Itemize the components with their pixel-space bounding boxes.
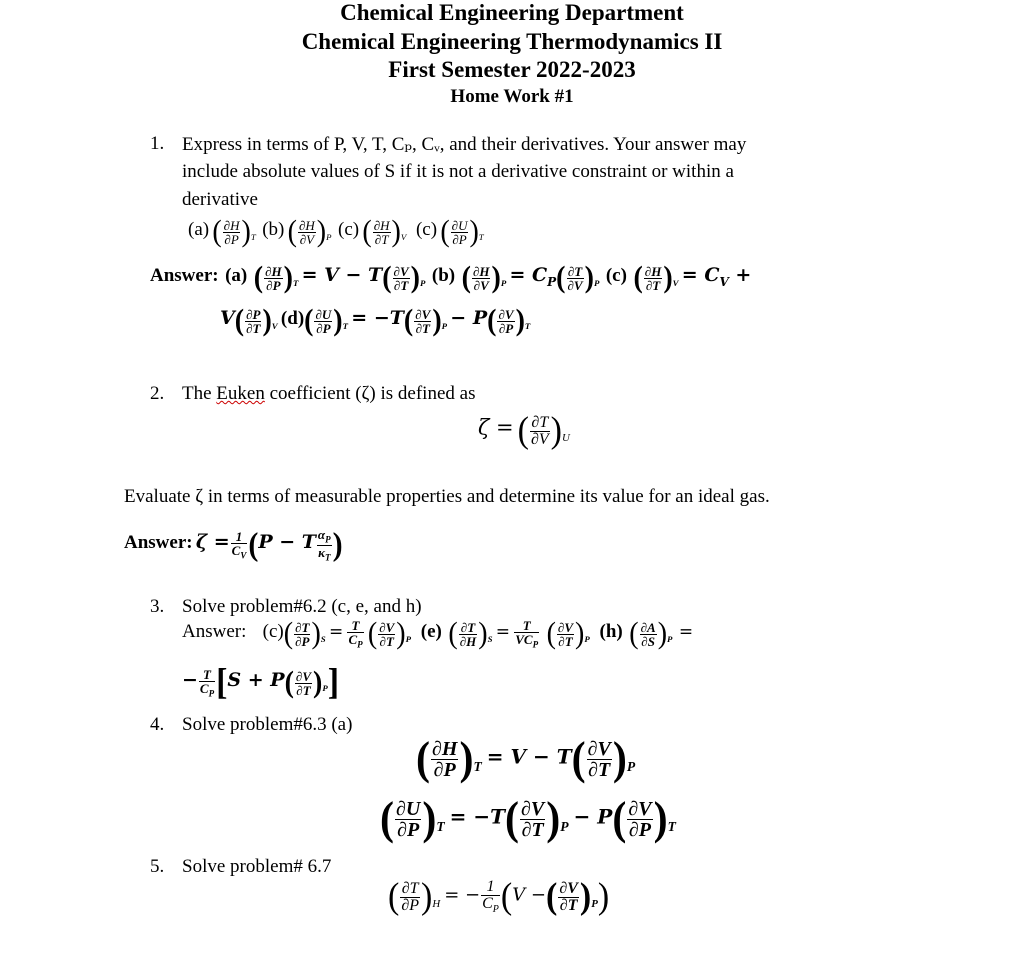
q1-part-b-label: (b) bbox=[262, 218, 285, 240]
q1-answer-d-label: (d) bbox=[280, 307, 305, 329]
q2-answer-label: Answer: bbox=[124, 532, 193, 554]
q1-answer-b-expr: ( $\frac{\partial H}{\partial V}$ )$_P$ bbox=[461, 260, 507, 295]
department-title: Chemical Engineering Department bbox=[340, 0, 684, 25]
q1-part-a-label: (a) bbox=[188, 218, 210, 240]
q2-number: 2. bbox=[150, 383, 165, 404]
q1-part-c-expr: ( $\frac{\partial H}{\partial T}$ )$_V$ bbox=[362, 214, 407, 249]
q4-text: Solve problem#6.3 (a) bbox=[182, 714, 353, 735]
q5-equation: ( $\frac{\partial T}{\partial P}$ )$_H$ = − $\frac{1}{C_P}$ (V −( $\frac{\partial V}{\partial T}$ )$_P$) bbox=[388, 876, 610, 917]
q1-number: 1. bbox=[150, 133, 165, 154]
q1-parts-row bbox=[188, 216, 484, 248]
q1-part-d-label: (c) bbox=[415, 218, 438, 240]
q3-answer-label: Answer: bbox=[182, 620, 247, 642]
homework-title: Home Work #1 bbox=[450, 86, 574, 107]
q1-answer-line1: Answer: (a) ( $\frac{\partial H}{\partial P}$ )$_T = V - T$( $\frac{\partial V}{\partial T}$ )$_P$ (b) ( $\frac{\partial H}{\partial V}$ )$_P = C_P$( $\frac{\partial T}{\partial V}$ )$_P$ (c) ( $\frac{\partial H}{\partial T}$ )$_V = C_V$ + bbox=[150, 260, 752, 295]
q1-part-d-expr: ( $\frac{\partial U}{\partial P}$ )$_T$ bbox=[440, 214, 484, 249]
q1-text-line3: derivative bbox=[182, 189, 258, 210]
q3-text: Solve problem#6.2 (c, e, and h) bbox=[182, 596, 422, 617]
q3-answer-line2: − $\frac{T}{C_P}$ [S + P( $\frac{\partial V}{\partial T}$ )$_P$] bbox=[182, 662, 340, 703]
q1-answer-line2: V( $\frac{\partial P}{\partial T}$ )$_V$ (d)( $\frac{\partial U}{\partial P}$ )$_T = -T$( $\frac{\partial V}{\partial T}$ )$_P - P$( $\frac{\partial V}{\partial P}$ )$_T$ bbox=[220, 303, 531, 338]
q2-text-word: Euken bbox=[216, 383, 265, 404]
q1-answer-a-expr: ( $\frac{\partial H}{\partial P}$ )$_T$ bbox=[253, 260, 299, 295]
q1-part-a-expr: ( $\frac{\partial H}{\partial P}$ )$_T$ bbox=[212, 214, 256, 249]
q1-answer-label: Answer: bbox=[150, 264, 219, 286]
q4-number: 4. bbox=[150, 714, 165, 735]
q1-answer-a-label: (a) bbox=[225, 264, 248, 286]
q5-number: 5. bbox=[150, 856, 165, 877]
q1-answer-b-label: (b) bbox=[431, 264, 456, 286]
semester-title: First Semester 2022-2023 bbox=[388, 57, 636, 82]
q4-equation1: ( $\frac{\partial H}{\partial P}$ )$_T = V - T$( $\frac{\partial V}{\partial T}$ )$_P$ bbox=[416, 733, 636, 785]
course-title: Chemical Engineering Thermodynamics II bbox=[301, 29, 723, 54]
q3-answer-line1: Answer: (c)( $\frac{\partial T}{\partial P}$ )$_S$ = $\frac{T}{C_P}$ ( $\frac{\partial V}{\partial T}$ )$_P$ (e) ( $\frac{\partial T}{\partial H}$ )$_S$ = $\frac{T}{VC_P}$ ( $\frac{\partial V}{\partial T}$ )$_P$ (h) ( $\frac{\partial A}{\partial S}$ )$_P$ = bbox=[182, 616, 694, 651]
q2-answer: Answer: ζ = $\frac{1}{C_V}$ (P − T $\frac{\alpha_P}{\kappa_T}$ ) bbox=[124, 526, 343, 563]
q2-text-pre: The bbox=[182, 383, 217, 404]
q1-text-line1: Express in terms of P, V, T, Cₚ, Cᵥ, and their derivatives. Your answer may bbox=[182, 134, 747, 155]
q2-text-post: coefficient (ζ) is defined as bbox=[264, 383, 476, 404]
q1-answer-c-label: (c) bbox=[605, 264, 627, 286]
q1-part-b-expr: ( $\frac{\partial H}{\partial V}$ )$_P$ bbox=[287, 214, 332, 249]
q3-number: 3. bbox=[150, 596, 165, 617]
q2-definition: ζ = ( $\frac{\partial T}{\partial V}$ )$_U$ bbox=[478, 410, 570, 451]
q3-answer-c-label: (c) bbox=[262, 620, 284, 642]
q4-equation2: ( $\frac{\partial U}{\partial P}$ )$_T = -T$( $\frac{\partial V}{\partial T}$ )$_P - P$( $\frac{\partial V}{\partial P}$ )$_T$ bbox=[380, 793, 676, 845]
q5-text: Solve problem# 6.7 bbox=[182, 856, 332, 877]
q1-answer-d-expr: ( $\frac{\partial U}{\partial P}$ )$_T$ bbox=[304, 303, 349, 338]
q1-answer-c-expr: ( $\frac{\partial H}{\partial T}$ )$_V$ bbox=[633, 260, 679, 295]
q2-evaluate-text: Evaluate ζ in terms of measurable properties and determine its value for an ideal gas. bbox=[124, 486, 770, 507]
q2-text bbox=[182, 383, 475, 405]
q1-part-c-label: (c) bbox=[338, 218, 360, 240]
q1-text-line2: include absolute values of S if it is not a derivative constraint or within a bbox=[182, 161, 734, 182]
q3-answer-h-label: (h) bbox=[599, 620, 623, 642]
q3-answer-e-label: (e) bbox=[420, 620, 442, 642]
